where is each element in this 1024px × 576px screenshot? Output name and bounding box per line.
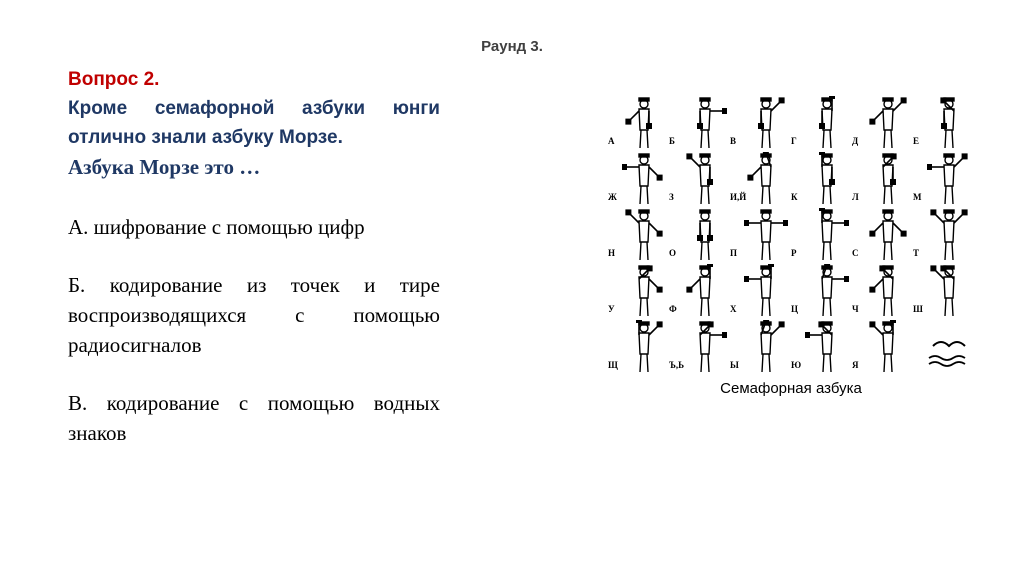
semaphore-letter-label: Щ — [608, 360, 618, 370]
semaphore-cell — [730, 152, 791, 208]
question-subtitle: Азбука Морзе это … — [68, 155, 261, 179]
semaphore-cell — [730, 96, 791, 152]
semaphore-signaller-icon — [744, 96, 788, 150]
semaphore-cell — [852, 208, 913, 264]
answer-b: Б. кодирование из точек и тире воспроизводящихся с помощью радиосигналов — [68, 273, 440, 357]
semaphore-signaller-icon — [927, 152, 971, 206]
semaphore-cell — [791, 320, 852, 376]
semaphore-letter-label: Р — [791, 248, 797, 258]
semaphore-signaller-icon — [866, 320, 910, 374]
semaphore-signaller-icon — [927, 264, 971, 318]
semaphore-cell — [730, 208, 791, 264]
semaphore-letter-label: П — [730, 248, 738, 258]
semaphore-figure — [608, 96, 974, 376]
semaphore-cell — [791, 96, 852, 152]
semaphore-cell — [852, 320, 913, 376]
semaphore-signaller-icon — [805, 96, 849, 150]
answer-a: А. шифрование с помощью цифр — [68, 215, 365, 239]
semaphore-letter-label: Ф — [669, 304, 677, 314]
semaphore-letter-label: И,Й — [730, 192, 747, 202]
semaphore-letter-label: К — [791, 192, 798, 202]
semaphore-letter-label: Ъ,Ь — [669, 360, 685, 370]
question-block — [68, 66, 440, 448]
semaphore-cell — [730, 264, 791, 320]
semaphore-signaller-icon — [622, 96, 666, 150]
semaphore-signaller-icon — [927, 208, 971, 262]
semaphore-signaller-icon — [683, 96, 727, 150]
semaphore-cell — [669, 96, 730, 152]
semaphore-signaller-icon — [805, 208, 849, 262]
semaphore-letter-label: О — [669, 248, 677, 258]
semaphore-cell — [669, 264, 730, 320]
semaphore-cell — [791, 152, 852, 208]
semaphore-cell — [852, 264, 913, 320]
semaphore-letter-label: Х — [730, 304, 737, 314]
round-title: Раунд 3. — [481, 38, 543, 55]
semaphore-letter-label: Б — [669, 136, 675, 146]
semaphore-cell — [913, 96, 974, 152]
semaphore-signaller-icon — [622, 208, 666, 262]
semaphore-letter-label: Ц — [791, 304, 799, 314]
semaphore-cell — [913, 152, 974, 208]
semaphore-cell — [669, 208, 730, 264]
semaphore-letter-label: Т — [913, 248, 920, 258]
semaphore-cell — [913, 264, 974, 320]
semaphore-signaller-icon — [622, 264, 666, 318]
semaphore-cell — [608, 96, 669, 152]
semaphore-cell — [608, 208, 669, 264]
semaphore-cell — [669, 320, 730, 376]
semaphore-letter-label: Г — [791, 136, 797, 146]
semaphore-signaller-icon — [927, 96, 971, 150]
semaphore-signaller-icon — [683, 320, 727, 374]
semaphore-signaller-icon — [622, 152, 666, 206]
semaphore-signaller-icon — [622, 320, 666, 374]
semaphore-signaller-icon — [805, 152, 849, 206]
semaphore-letter-label: Л — [852, 192, 859, 202]
semaphore-cell — [791, 264, 852, 320]
semaphore-signaller-icon — [683, 264, 727, 318]
semaphore-signaller-icon — [866, 96, 910, 150]
semaphore-cell — [608, 152, 669, 208]
semaphore-signaller-icon — [805, 320, 849, 374]
semaphore-cell — [852, 96, 913, 152]
semaphore-cell — [791, 208, 852, 264]
semaphore-letter-label: Н — [608, 248, 616, 258]
semaphore-letter-label: Я — [852, 360, 859, 370]
semaphore-letter-label: В — [730, 136, 737, 146]
question-number: Вопрос 2. — [68, 69, 160, 90]
semaphore-letter-label: У — [608, 304, 615, 314]
semaphore-signaller-icon — [744, 320, 788, 374]
semaphore-letter-label: З — [669, 192, 674, 202]
answer-c: В. кодирование с помощью водных знаков — [68, 391, 440, 445]
semaphore-letter-label: М — [913, 192, 922, 202]
semaphore-signaller-icon — [744, 264, 788, 318]
semaphore-signaller-icon — [866, 152, 910, 206]
semaphore-letter-label: Ы — [730, 360, 739, 370]
semaphore-signaller-icon — [866, 208, 910, 262]
semaphore-letter-label: Д — [852, 136, 859, 146]
semaphore-cell — [913, 320, 974, 376]
semaphore-signaller-icon — [866, 264, 910, 318]
semaphore-cell — [669, 152, 730, 208]
semaphore-signaller-icon — [683, 152, 727, 206]
semaphore-cell — [730, 320, 791, 376]
semaphore-letter-label: Ш — [913, 304, 923, 314]
semaphore-letter-label: Ч — [852, 304, 859, 314]
semaphore-signaller-icon — [744, 152, 788, 206]
semaphore-letter-label: Е — [913, 136, 920, 146]
semaphore-letter-label: А — [608, 136, 615, 146]
semaphore-letter-label: Ю — [791, 360, 802, 370]
semaphore-cell — [852, 152, 913, 208]
semaphore-cell — [913, 208, 974, 264]
semaphore-cell — [608, 320, 669, 376]
semaphore-signaller-icon — [805, 264, 849, 318]
question-text: Кроме семафорной азбуки юнги отлично знали азбуку Морзе. — [68, 98, 440, 148]
semaphore-letter-label: Ж — [608, 192, 617, 202]
semaphore-cell — [608, 264, 669, 320]
figure-caption: Семафорная азбука — [720, 380, 862, 397]
semaphore-signaller-icon — [744, 208, 788, 262]
semaphore-letter-label: С — [852, 248, 859, 258]
seagull-waves-icon — [927, 320, 971, 374]
semaphore-signaller-icon — [683, 208, 727, 262]
